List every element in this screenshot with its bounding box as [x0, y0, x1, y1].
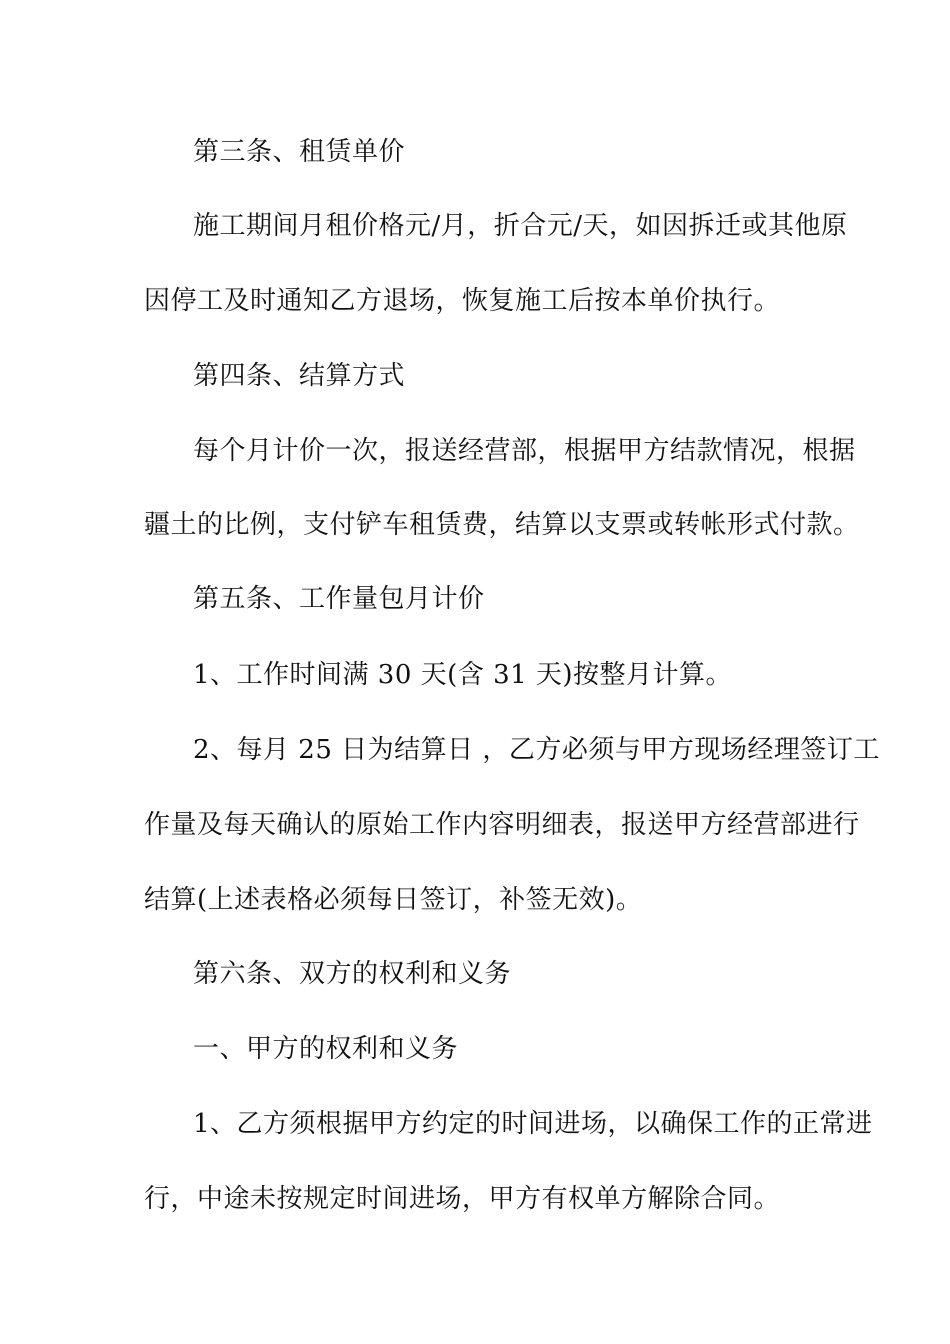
paragraph-line: 1、工作时间满 30 天(含 31 天)按整月计算。	[193, 660, 733, 690]
section-heading-article-4: 第四条、结算方式	[193, 361, 406, 391]
paragraph-line: 疆土的比例，支付铲车租赁费，结算以支票或转帐形式付款。	[144, 510, 860, 540]
section-heading-article-6: 第六条、双方的权利和义务	[193, 959, 512, 989]
section-heading-article-5: 第五条、工作量包月计价	[193, 584, 485, 614]
paragraph-line: 施工期间月租价格元/月，折合元/天，如因拆迁或其他原	[193, 211, 848, 241]
paragraph-line: 因停工及时通知乙方退场，恢复施工后按本单价执行。	[144, 286, 781, 316]
subsection-heading: 一、甲方的权利和义务	[193, 1034, 459, 1064]
paragraph-line: 结算(上述表格必须每日签订，补签无效)。	[144, 885, 643, 915]
paragraph-line: 1、乙方须根据甲方约定的时间进场，以确保工作的正常进	[193, 1109, 873, 1139]
paragraph-line: 每个月计价一次，报送经营部，根据甲方结款情况，根据	[193, 436, 856, 466]
paragraph-line: 行，中途未按规定时间进场，甲方有权单方解除合同。	[144, 1184, 781, 1214]
paragraph-line: 作量及每天确认的原始工作内容明细表，报送甲方经营部进行	[144, 810, 860, 840]
section-heading-article-3: 第三条、租赁单价	[193, 137, 406, 167]
paragraph-line: 2、每月 25 日为结算日 ，乙方必须与甲方现场经理签订工	[193, 735, 880, 765]
